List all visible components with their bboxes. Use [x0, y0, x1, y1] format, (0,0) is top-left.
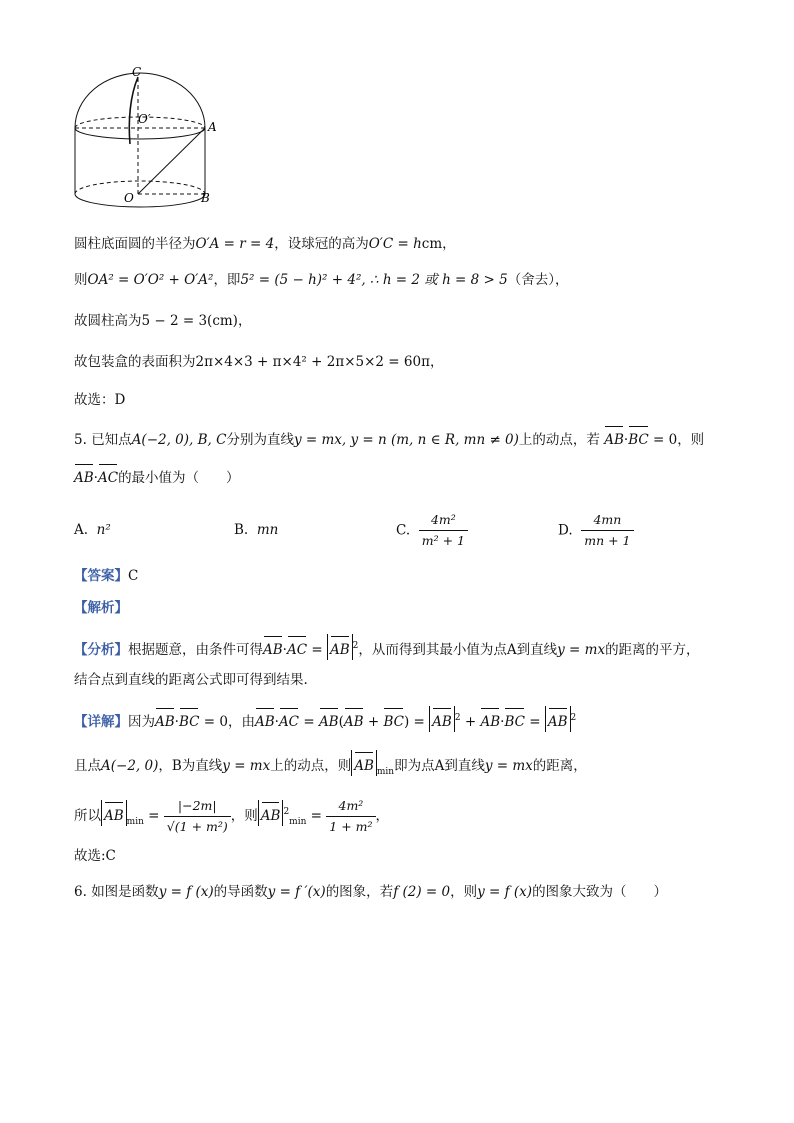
q6-stem: 6. 如图是函数y = f (x)的导函数y = f ′(x)的图象，若f (2) = 0，则y = f (x)的图象大致为（ ）: [74, 884, 668, 900]
top-ellipse-front: [75, 128, 205, 139]
q5-option-a: A. n²: [74, 522, 111, 538]
q5-answer: 【答案】C: [74, 568, 139, 584]
q5-final: 故选:C: [74, 848, 116, 864]
q5-option-d: D. $\frac{4mn}{mn + 1}$: [558, 510, 634, 551]
q5-option-b: B. mn: [234, 522, 279, 538]
solution-line-4: 故包装盒的表面积为2π×4×3 + π×4² + 2π×5×2 = 60π，: [74, 354, 444, 370]
solution-line-5: 故选：D: [74, 392, 126, 408]
q5-fenxi-line-2: 结合点到直线的距离公式即可得到结果.: [74, 672, 308, 688]
q5-analysis-heading: 【解析】: [74, 600, 128, 616]
q5-xiangjie-line-2: 且点A(−2, 0)，B为直线y = mx上的动点，则 AB $_{min}$即为点A到直线y = mx的距离，: [74, 750, 587, 782]
q5-xiangjie-line-3: 所以 AB $_{min}$ = $\frac{|-2m|}{\text{√(1 + m²)}}$ ，则 AB $^2_{min}$ = $\frac{\text{4m²}}{\text{1 + m²}}$ ，: [74, 798, 390, 834]
label-A: A: [208, 120, 217, 134]
bottom-ellipse-front: [75, 194, 205, 207]
q5-fenxi-line-1: 【分析】根据题意，由条件可得AB·AC = AB $^2$，从而得到其最小值为点A到直线y = mx的距离的平方，: [74, 634, 700, 660]
q5-option-c: C. $\frac{\text{4m²}}{\text{m² + 1}}$: [396, 510, 468, 551]
solution-line-2: 则OA² = O′O² + O′A²，即5² = (5 − h)² + 4², ∴ h = 2 或 h = 8 > 5（舍去），: [74, 272, 569, 288]
q5-stem-line-1: 5. 已知点A(−2, 0), B, C分别为直线y = mx, y = n (m, n ∈ R, mn ≠ 0)上的动点，若 AB·BC = 0，则: [74, 424, 704, 450]
solution-line-3: 故圆柱高为5 − 2 = 3(cm)，: [74, 313, 252, 329]
cylinder-cap-figure: [70, 66, 220, 216]
label-Oprime: O′: [138, 112, 151, 126]
label-C: C: [132, 66, 142, 79]
q5-stem-line-2: AB·AC的最小值为（ ）: [74, 462, 240, 488]
q5-xiangjie-line-1: 【详解】因为AB·BC = 0，由AB·AC = AB(AB + BC) = AB $^2$ + AB·BC = AB $^2$: [74, 706, 576, 732]
solution-line-1: 圆柱底面圆的半径为O′A = r = 4，设球冠的高为O′C = hcm，: [74, 236, 456, 252]
label-O: O: [124, 191, 134, 205]
cap-meridian: [129, 77, 138, 144]
label-B: B: [201, 191, 210, 205]
